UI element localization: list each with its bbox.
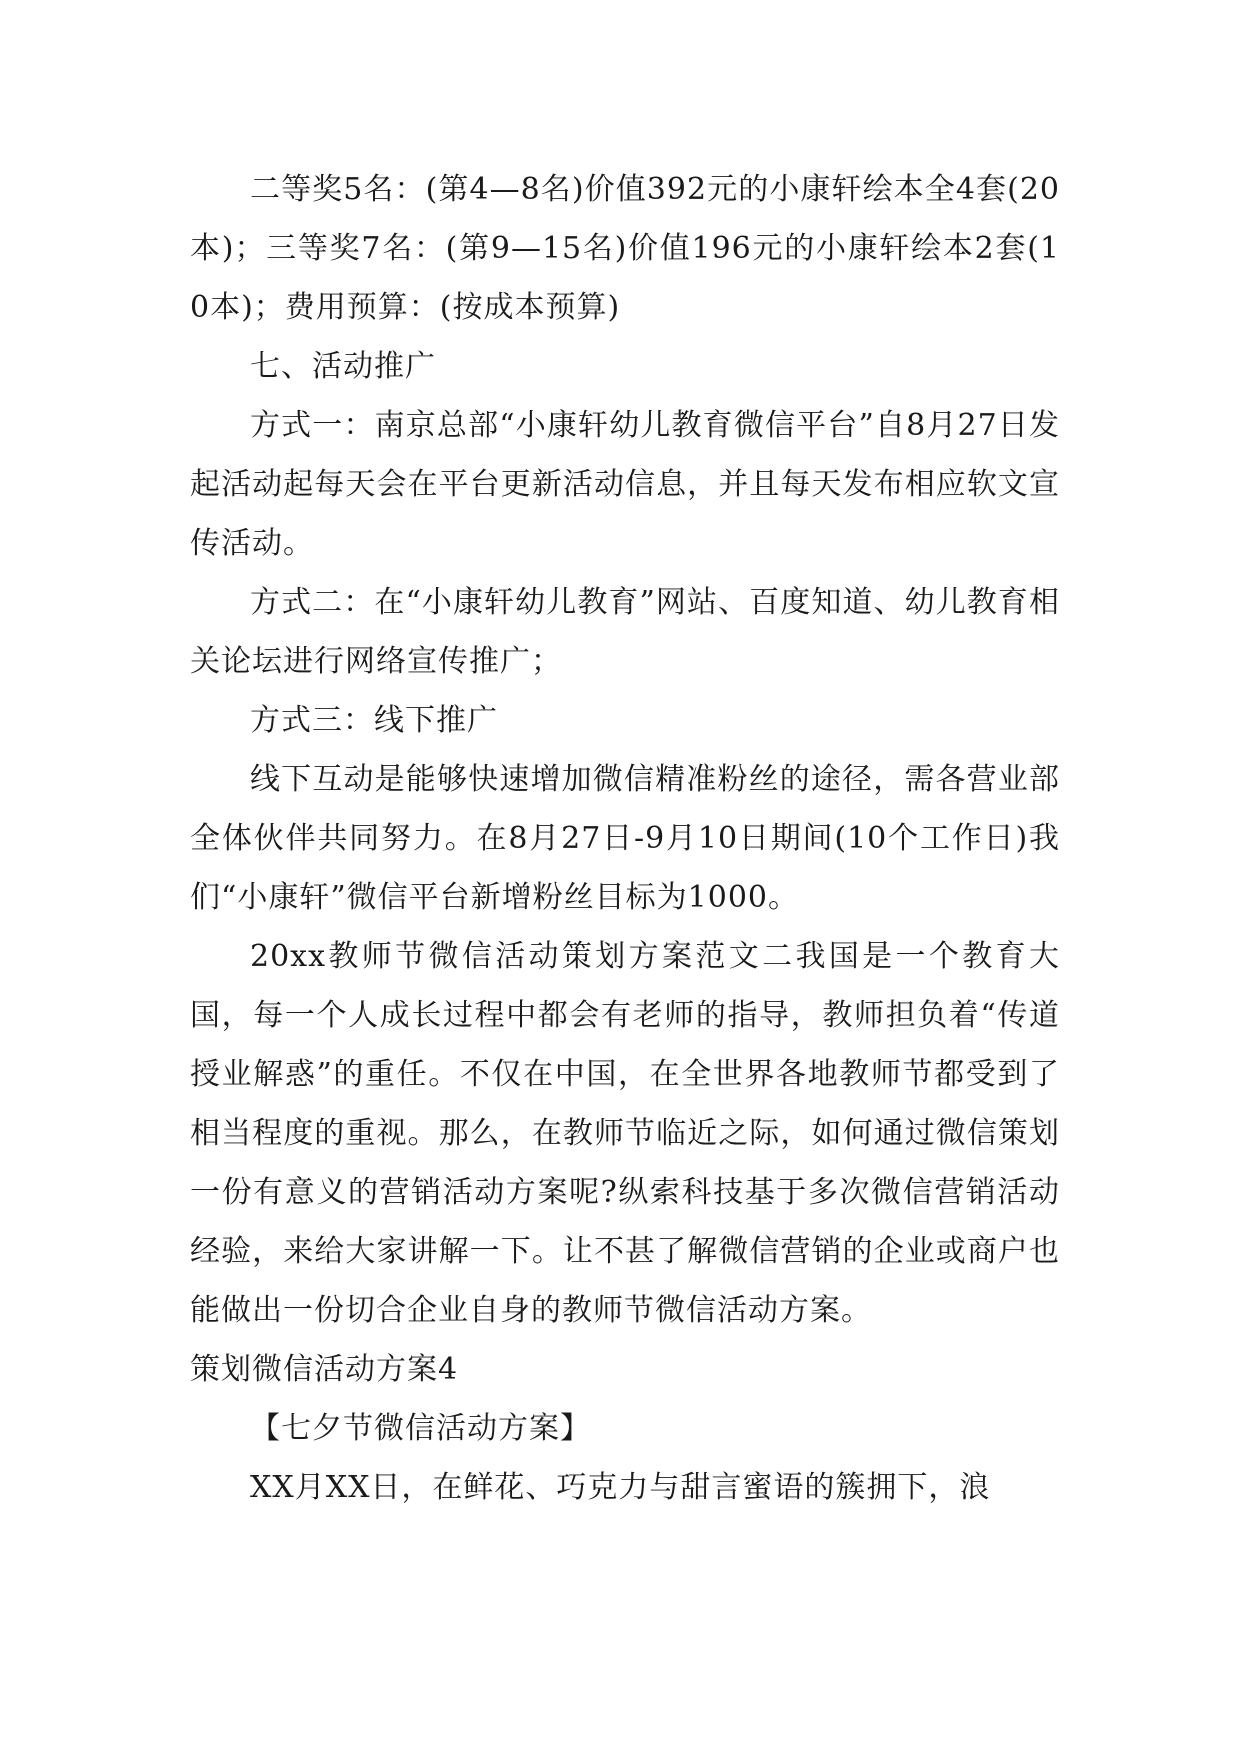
paragraph-qixi-intro: XX月XX日，在鲜花、巧克力与甜言蜜语的簇拥下，浪 [250,1470,991,1505]
paragraph-method-two: 方式二：在“小康轩幼儿教育”网站、百度知道、幼儿教育相关论坛进行网络宣传推广； [190,585,1060,679]
paragraph-prize-details: 二等奖5名：(第4—8名)价值392元的小康轩绘本全4套(20本)；三等奖7名：(第9—15名)价值196元的小康轩绘本2套(10本)；费用预算：(按成本预算) [190,172,1060,325]
section-heading-promotion: 七、活动推广 [250,349,436,384]
section-title-plan-4: 策划微信活动方案4 [190,1352,459,1387]
document-body [190,160,1060,1517]
paragraph-method-three: 方式三：线下推广 [250,703,498,738]
paragraph-teachers-day-plan: 20xx教师节微信活动策划方案范文二我国是一个教育大国，每一个人成长过程中都会有老师的指导，教师担负着“传道授业解惑”的重任。不仅在中国，在全世界各地教师节都受到了相当程度的重视。那么，在教师节临近之际，如何通过微信策划一份有意义的营销活动方案呢?纵索科技基于多次微信营销活动经验，来给大家讲解一下。让不甚了解微信营销的企业或商户也能做出一份切合企业自身的教师节微信活动方案。 [190,939,1060,1328]
paragraph-qixi-heading: 【七夕节微信活动方案】 [250,1411,591,1446]
paragraph-offline-interaction: 线下互动是能够快速增加微信精准粉丝的途径，需各营业部全体伙伴共同努力。在8月27日-9月10日期间(10个工作日)我们“小康轩”微信平台新增粉丝目标为1000。 [190,762,1060,915]
paragraph-method-one: 方式一：南京总部“小康轩幼儿教育微信平台”自8月27日发起活动起每天会在平台更新活动信息，并且每天发布相应软文宣传活动。 [190,408,1060,561]
